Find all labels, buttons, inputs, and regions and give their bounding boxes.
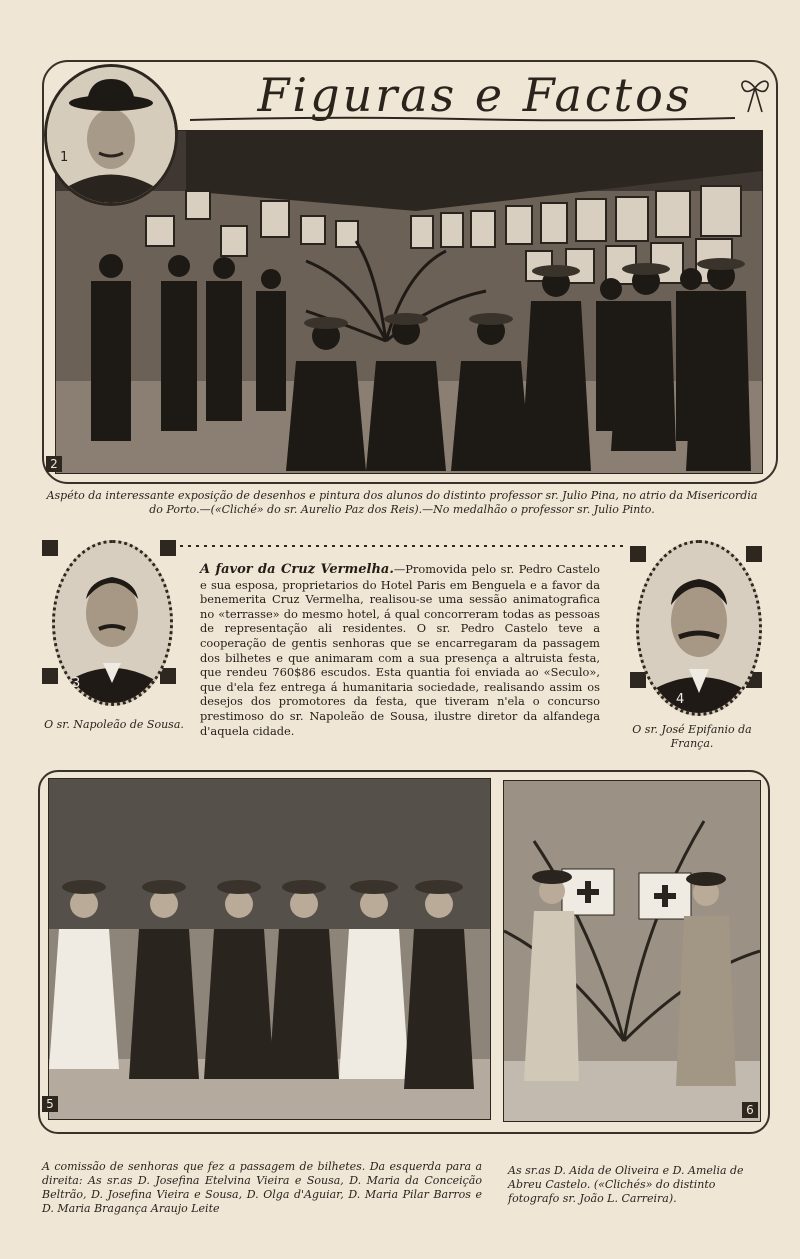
title-swash-ornament (190, 116, 735, 122)
ribbon-ornament (738, 74, 772, 114)
caption-napoleao: O sr. Napoleão de Sousa. (44, 718, 184, 731)
caption-flag-bearers: As sr.as D. Aida de Oliveira e D. Amelia de Abreu Castelo. («Clichés» do distinto fotografo sr. João L. Carreira). (508, 1164, 744, 1205)
article-cruz-vermelha (200, 562, 600, 738)
committee-scene (49, 779, 490, 1119)
portrait-man-hat (47, 67, 175, 203)
flag-bearers-photo (503, 780, 761, 1122)
committee-photo (48, 778, 491, 1120)
medallion-portrait-4 (636, 540, 762, 716)
caption-exhibition: Aspéto da interessante exposição de desenhos e pintura dos alunos do distinto professor sr. Julio Pina, no atrio da Misericordia do Porto.—(«Cliché» do sr. Aurelio Paz dos Reis).—No medalhão o professor sr. Julio Pinto. (46, 489, 758, 516)
corner-ornament (160, 668, 176, 684)
page-title: Figuras e Factos (257, 68, 693, 122)
dotted-rule-ornament (180, 542, 628, 550)
caption-committee: A comissão de senhoras que fez a passagem de bilhetes. Da esquerda para a direita: As sr.as D. Josefina Etelvina Vieira e Sousa, D. Maria da Conceição Beltrão, D. Josefina Vieira e Sousa, D. Olga d'Aguiar, D. Maria Pilar Barros e D. Maria Bragança Araujo Leite (42, 1160, 482, 1215)
photo-number-3: 3 (72, 676, 81, 691)
corner-ornament (42, 668, 58, 684)
photo-number-1: 1 (60, 150, 69, 165)
portrait-jose-epifanio (639, 543, 759, 713)
caption-jose-epifanio: O sr. José Epifanio da França. (632, 723, 752, 750)
photo-number-6: 6 (742, 1102, 758, 1118)
corner-ornament (630, 672, 646, 688)
corner-ornament (42, 540, 58, 556)
corner-ornament (746, 546, 762, 562)
corner-ornament (160, 540, 176, 556)
exhibition-scene (56, 131, 762, 473)
photo-number-4: 4 (676, 692, 685, 707)
article-body: —Promovida pelo sr. Pedro Castelo e sua esposa, proprietarios do Hotel Paris em Benguela e a favor da benemerita Cruz Vermelha, realisou-se uma sessão animatografica no «terrasse» do mesmo hotel, á qual concorreram todas as pessoas de representação ali residentes. O sr. Pedro Castelo teve a cooperação de gentis senhoras que se encarregaram da passagem dos bilhetes e que animaram com a sua presença a altruista festa, que rendeu 760$86 escudos. Esta quantia foi enviada ao «Seculo», que d'ela fez entrega á humanitaria sociedade, realisando assim os desejos dos promotores da festa, que tiveram n'ela o concurso prestimoso do sr. Napoleão de Sousa, ilustre diretor da alfandega d'aquela cidade. (200, 562, 600, 738)
medallion-portrait-1 (44, 64, 178, 206)
photo-number-2: 2 (46, 456, 62, 472)
article-headline: A favor da Cruz Vermelha. (200, 562, 394, 577)
corner-ornament (630, 546, 646, 562)
medallion-portrait-3 (52, 540, 173, 706)
photo-number-5: 5 (42, 1096, 58, 1112)
flag-bearers-scene (504, 781, 760, 1121)
